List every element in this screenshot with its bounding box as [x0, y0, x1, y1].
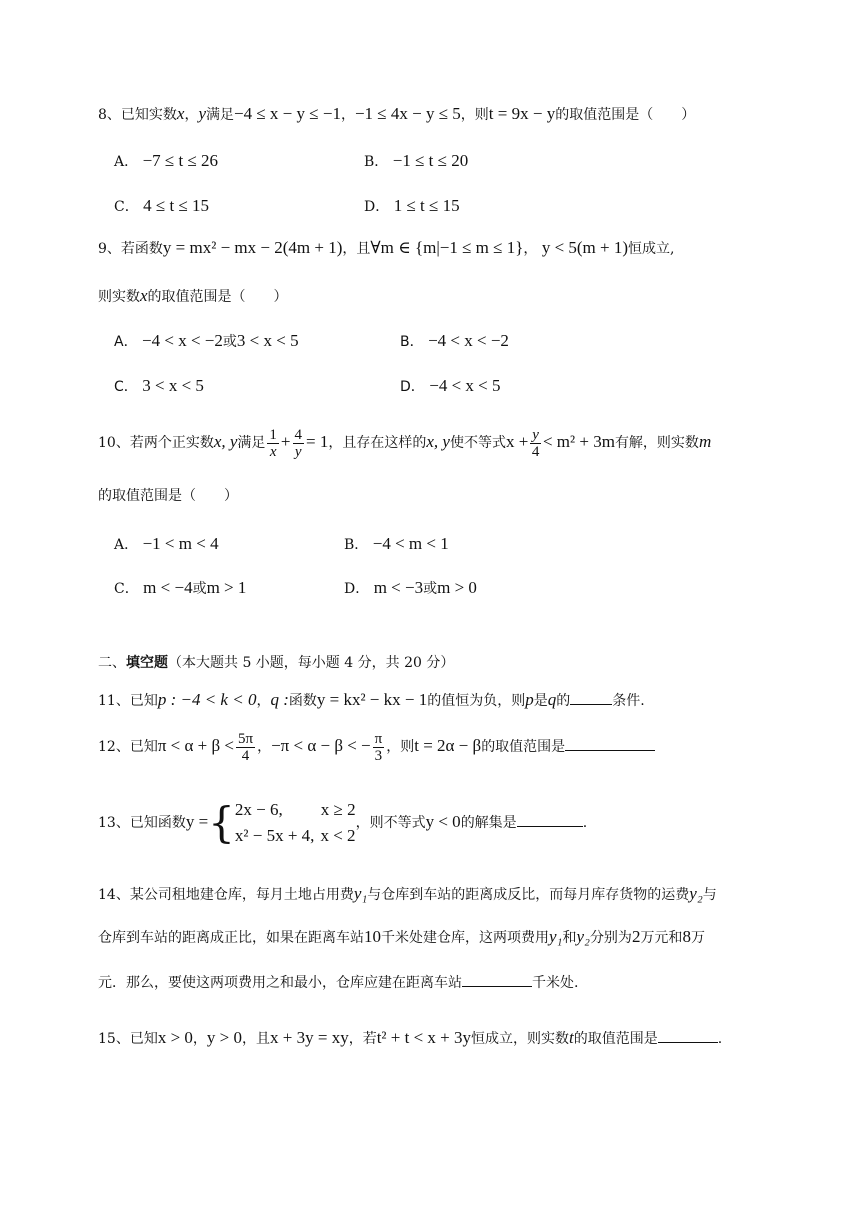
- fraction: $\frac{y}{4}$: [531, 426, 540, 460]
- q10-option-a[interactable]: A． −1 < m < 4: [114, 534, 219, 553]
- fraction: $\frac{4}{y}$: [294, 426, 303, 460]
- q9-option-c[interactable]: C． 3 < x < 5: [114, 376, 204, 395]
- question-11-stem: 11、已知p : −4 < k < 0，q :函数y = kx² − kx − 1的值恒为负，则p是q的 条件.: [98, 690, 645, 709]
- piecewise-function: 2x − 6, x ≥ 2 x² − 5x + 4, x < 2: [234, 800, 356, 845]
- question-14-line2: 仓库到车站的距离成正比，如果在距离车站10千米处建仓库，这两项费用y₁和y₂分别为2万元和8万: [98, 927, 705, 946]
- answer-blank[interactable]: [517, 812, 583, 827]
- question-14-line1: 14、某公司租地建仓库，每月土地占用费y₁与仓库到车站的距离成反比，而每月库存货物的运费y₂与: [98, 884, 717, 903]
- q8-condition-1: −4 ≤ x − y ≤ −1: [234, 104, 341, 123]
- fraction: $\frac{1}{x}$: [269, 426, 277, 460]
- question-14-line3: 元．那么，要使这两项费用之和最小，仓库应建在距离车站 千米处.: [98, 972, 578, 993]
- question-10-stem: 10、若两个正实数x, y满足 $\frac{1}{x}$ + $\frac{4}{y}$ = 1，且存在这样的x, y使不等式x + $\frac{y}{4}$ < m² + 3m有解，则实数m: [98, 426, 712, 460]
- q8-option-c[interactable]: C． 4 ≤ t ≤ 15: [114, 196, 210, 215]
- section-2-heading: 二、填空题（本大题共 5 小题，每小题 4 分，共 20 分）: [98, 655, 455, 671]
- q8-option-b[interactable]: B． −1 ≤ t ≤ 20: [364, 151, 469, 170]
- q8-option-a[interactable]: A． −7 ≤ t ≤ 26: [114, 151, 219, 170]
- q9-option-d[interactable]: D． −4 < x < 5: [400, 376, 501, 395]
- question-9-stem-line2: 则实数x的取值范围是（ ）: [98, 286, 288, 305]
- q9-option-b[interactable]: B． −4 < x < −2: [400, 331, 509, 350]
- q9-option-a[interactable]: A． −4 < x < −2或3 < x < 5: [114, 331, 299, 350]
- fraction: $\frac{\pi}{3}$: [374, 730, 383, 764]
- left-brace-icon: {: [208, 798, 235, 847]
- answer-blank[interactable]: [565, 736, 655, 751]
- question-15-stem: 15、已知x > 0，y > 0，且x + 3y = xy，若t² + t < x + 3y恒成立，则实数t的取值范围是 .: [98, 1028, 723, 1047]
- answer-blank[interactable]: [658, 1028, 718, 1043]
- q8-condition-2: −1 ≤ 4x − y ≤ 5: [354, 104, 461, 123]
- question-8-stem: 8、已知实数x，y满足−4 ≤ x − y ≤ −1，−1 ≤ 4x − y ≤ 5，则t = 9x − y的取值范围是（ ）: [98, 104, 696, 123]
- q10-option-d[interactable]: D． m < −3或m > 0: [344, 578, 477, 597]
- fraction: $\frac{5\pi}{4}$: [237, 730, 254, 764]
- q10-option-b[interactable]: B． −4 < m < 1: [344, 534, 449, 553]
- q8-option-d[interactable]: D． 1 ≤ t ≤ 15: [364, 196, 460, 215]
- q10-option-c[interactable]: C． m < −4或m > 1: [114, 578, 247, 597]
- question-12-stem: 12、已知π < α + β < $\frac{5\pi}{4}$ ，−π < α − β < − $\frac{\pi}{3}$ ，则t = 2α − β的取值范围是: [98, 728, 655, 765]
- answer-blank[interactable]: [570, 690, 612, 705]
- question-13-stem: 13、已知函数y ={ 2x − 6, x ≥ 2 x² − 5x + 4, x < 2 ，则不等式y < 0的解集是 .: [98, 798, 588, 847]
- question-9-stem: 9、若函数y = mx² − mx − 2(4m + 1)，且∀m ∈ {m|−1 ≤ m ≤ 1}， y < 5(m + 1)恒成立,: [98, 238, 675, 257]
- question-10-stem-line2: 的取值范围是（ ）: [98, 488, 238, 504]
- answer-blank[interactable]: [462, 972, 532, 987]
